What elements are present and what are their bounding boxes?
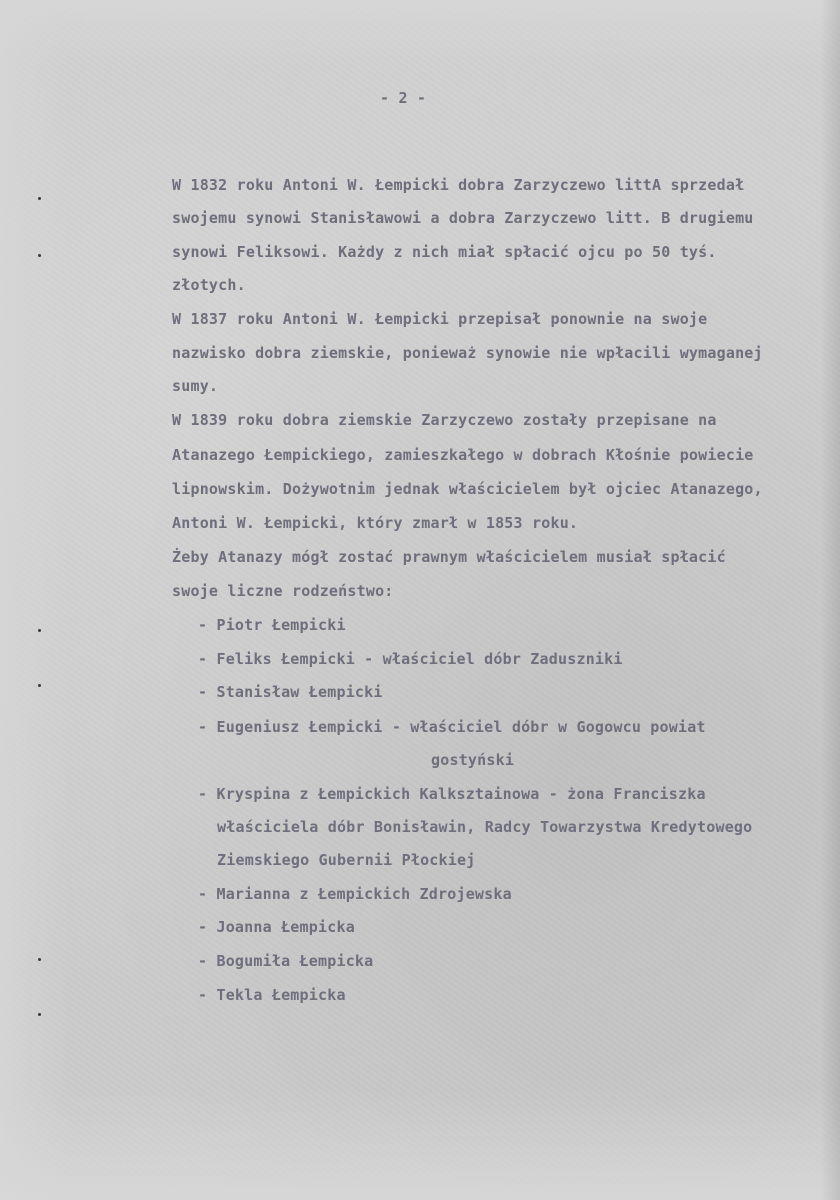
- sibling-list-item: - Feliks Łempicki - właściciel dóbr Zaduszniki: [198, 650, 623, 668]
- paragraph-line: W 1832 roku Antoni W. Łempicki dobra Zarzyczewo littA sprzedał: [172, 176, 745, 194]
- binding-hole-mark: [38, 254, 41, 257]
- paragraph-line: synowi Feliksowi. Każdy z nich miał spłacić ojcu po 50 tyś.: [172, 243, 717, 261]
- binding-hole-mark: [38, 958, 41, 961]
- binding-hole-mark: [38, 1013, 41, 1016]
- sibling-list-item: - Piotr Łempicki: [198, 616, 346, 634]
- sibling-list-item: - Joanna Łempicka: [198, 918, 355, 936]
- sibling-list-item: - Stanisław Łempicki: [198, 683, 383, 701]
- paper-edge-bottom: [0, 1090, 840, 1200]
- paragraph-line: nazwisko dobra ziemskie, ponieważ synowie nie wpłacili wymaganej: [172, 344, 763, 362]
- paragraph-line: Żeby Atanazy mógł zostać prawnym właścicielem musiał spłacić: [172, 548, 726, 566]
- paragraph-line: W 1839 roku dobra ziemskie Zarzyczewo zostały przepisane na: [172, 411, 717, 429]
- sibling-list-item: - Bogumiła Łempicka: [198, 952, 374, 970]
- sibling-list-item: - Eugeniusz Łempicki - właściciel dóbr w Gogowcu powiat: [198, 718, 706, 736]
- paragraph-line: złotych.: [172, 276, 246, 294]
- paragraph-line: swoje liczne rodzeństwo:: [172, 582, 394, 600]
- sibling-list-item: - Tekla Łempicka: [198, 986, 346, 1004]
- paragraph-line: swojemu synowi Stanisławowi a dobra Zarzyczewo litt. B drugiemu: [172, 209, 754, 227]
- sibling-list-item: - Marianna z Łempickich Zdrojewska: [198, 885, 512, 903]
- page-number: - 2 -: [380, 89, 427, 107]
- sibling-list-continuation: Ziemskiego Gubernii Płockiej: [217, 851, 476, 869]
- sibling-list-continuation: gostyński: [431, 751, 515, 769]
- sibling-list-continuation: właściciela dóbr Bonisławin, Radcy Towarzystwa Kredytowego: [217, 818, 753, 836]
- paper-edge-right: [820, 0, 840, 1200]
- sibling-list-item: - Kryspina z Łempickich Kalksztainowa - żona Franciszka: [198, 785, 706, 803]
- paragraph-line: Atanazego Łempickiego, zamieszkałego w dobrach Kłośnie powiecie: [172, 446, 754, 464]
- paragraph-line: Antoni W. Łempicki, który zmarł w 1853 roku.: [172, 514, 579, 532]
- paragraph-line: lipnowskim. Dożywotnim jednak właścicielem był ojciec Atanazego,: [172, 480, 763, 498]
- paragraph-line: W 1837 roku Antoni W. Łempicki przepisał ponownie na swoje: [172, 310, 708, 328]
- binding-hole-mark: [38, 629, 41, 632]
- paragraph-line: sumy.: [172, 377, 219, 395]
- paper-edge-left: [0, 0, 70, 1200]
- binding-hole-mark: [38, 197, 41, 200]
- paper-edge-top: [0, 0, 840, 70]
- binding-hole-mark: [38, 684, 41, 687]
